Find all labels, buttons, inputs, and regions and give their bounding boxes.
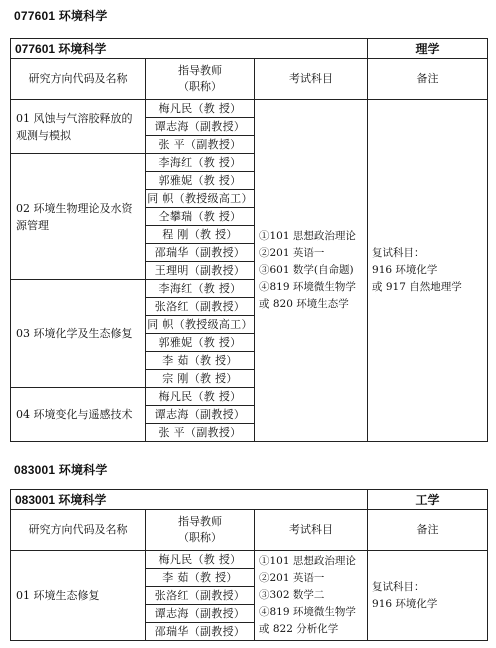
advisor: 梅凡民（教 授）	[146, 100, 255, 118]
header-direction: 研究方向代码及名称	[11, 59, 146, 100]
advisor: 同 帜（教授级高工）	[146, 316, 255, 334]
direction-name: 04 环境变化与遥感技术	[11, 388, 146, 442]
header-exam: 考试科目	[255, 59, 368, 100]
advisor: 谭志海（副教授）	[146, 605, 255, 623]
direction-name: 01 风蚀与气溶胶释放的观测与模拟	[11, 100, 146, 154]
header-advisor-line2: （职称）	[178, 80, 222, 93]
exam-subjects	[255, 551, 368, 641]
discipline-category: 理学	[368, 39, 488, 59]
section-heading: 077601 环境科学	[14, 9, 108, 23]
header-note: 备注	[368, 59, 488, 100]
header-advisor-line1: 指导教师	[178, 515, 222, 528]
remark-item: 复试科目：	[372, 247, 425, 259]
direction-name: 02 环境生物理论及水资源管理	[11, 154, 146, 280]
exam-item: ③302 数学二	[259, 589, 325, 601]
program-table	[10, 489, 488, 641]
exam-item: ①101 思想政治理论	[259, 555, 356, 567]
advisor: 张洛红（副教授）	[146, 298, 255, 316]
advisor: 郭雅妮（教 授）	[146, 334, 255, 352]
discipline-category: 工学	[368, 490, 488, 510]
program-table	[10, 38, 488, 442]
advisor: 仝攀瑞（教 授）	[146, 208, 255, 226]
header-note: 备注	[368, 510, 488, 551]
program-code-cell: 077601 环境科学	[11, 39, 368, 59]
advisor: 李海红（教 授）	[146, 280, 255, 298]
advisor: 李 茹（教 授）	[146, 352, 255, 370]
advisor: 宗 刚（教 授）	[146, 370, 255, 388]
exam-item: 或 822 分析化学	[259, 623, 339, 635]
exam-item: ④819 环境微生物学	[259, 281, 356, 293]
exam-item: 或 820 环境生态学	[259, 298, 349, 310]
advisor: 谭志海（副教授）	[146, 406, 255, 424]
advisor: 王理明（副教授）	[146, 262, 255, 280]
exam-item: ②201 英语一	[259, 572, 325, 584]
exam-item: ②201 英语一	[259, 247, 325, 259]
header-advisor-line1: 指导教师	[178, 64, 222, 77]
exam-item: ③601 数学(自命题)	[259, 264, 354, 276]
remark-item: 或 917 自然地理学	[372, 281, 462, 293]
advisor: 张 平（副教授）	[146, 136, 255, 154]
header-exam: 考试科目	[255, 510, 368, 551]
advisor: 谭志海（副教授）	[146, 118, 255, 136]
advisor: 程 刚（教 授）	[146, 226, 255, 244]
direction-name: 01 环境生态修复	[11, 551, 146, 641]
advisor: 张洛红（副教授）	[146, 587, 255, 605]
header-advisor	[146, 510, 255, 551]
header-advisor-line2: （职称）	[178, 531, 222, 544]
advisor: 李 茹（教 授）	[146, 569, 255, 587]
advisor: 郭雅妮（教 授）	[146, 172, 255, 190]
advisor: 同 帜（教授级高工）	[146, 190, 255, 208]
advisor: 张 平（副教授）	[146, 424, 255, 442]
remark-item: 916 环境化学	[372, 597, 438, 610]
remark-item: 916 环境化学	[372, 264, 438, 276]
header-advisor	[146, 59, 255, 100]
advisor: 邵瑞华（副教授）	[146, 623, 255, 641]
advisor: 梅凡民（教 授）	[146, 388, 255, 406]
section-heading: 083001 环境科学	[14, 463, 108, 477]
remark-item: 复试科目：	[372, 580, 425, 593]
direction-name: 03 环境化学及生态修复	[11, 280, 146, 388]
header-direction: 研究方向代码及名称	[11, 510, 146, 551]
exam-item: ④819 环境微生物学	[259, 606, 356, 618]
remarks	[368, 100, 488, 442]
remarks	[368, 551, 488, 641]
advisor: 梅凡民（教 授）	[146, 551, 255, 569]
program-code-cell: 083001 环境科学	[11, 490, 368, 510]
advisor: 李海红（教 授）	[146, 154, 255, 172]
advisor: 邵瑞华（副教授）	[146, 244, 255, 262]
exam-subjects	[255, 100, 368, 442]
exam-item: ①101 思想政治理论	[259, 230, 356, 242]
